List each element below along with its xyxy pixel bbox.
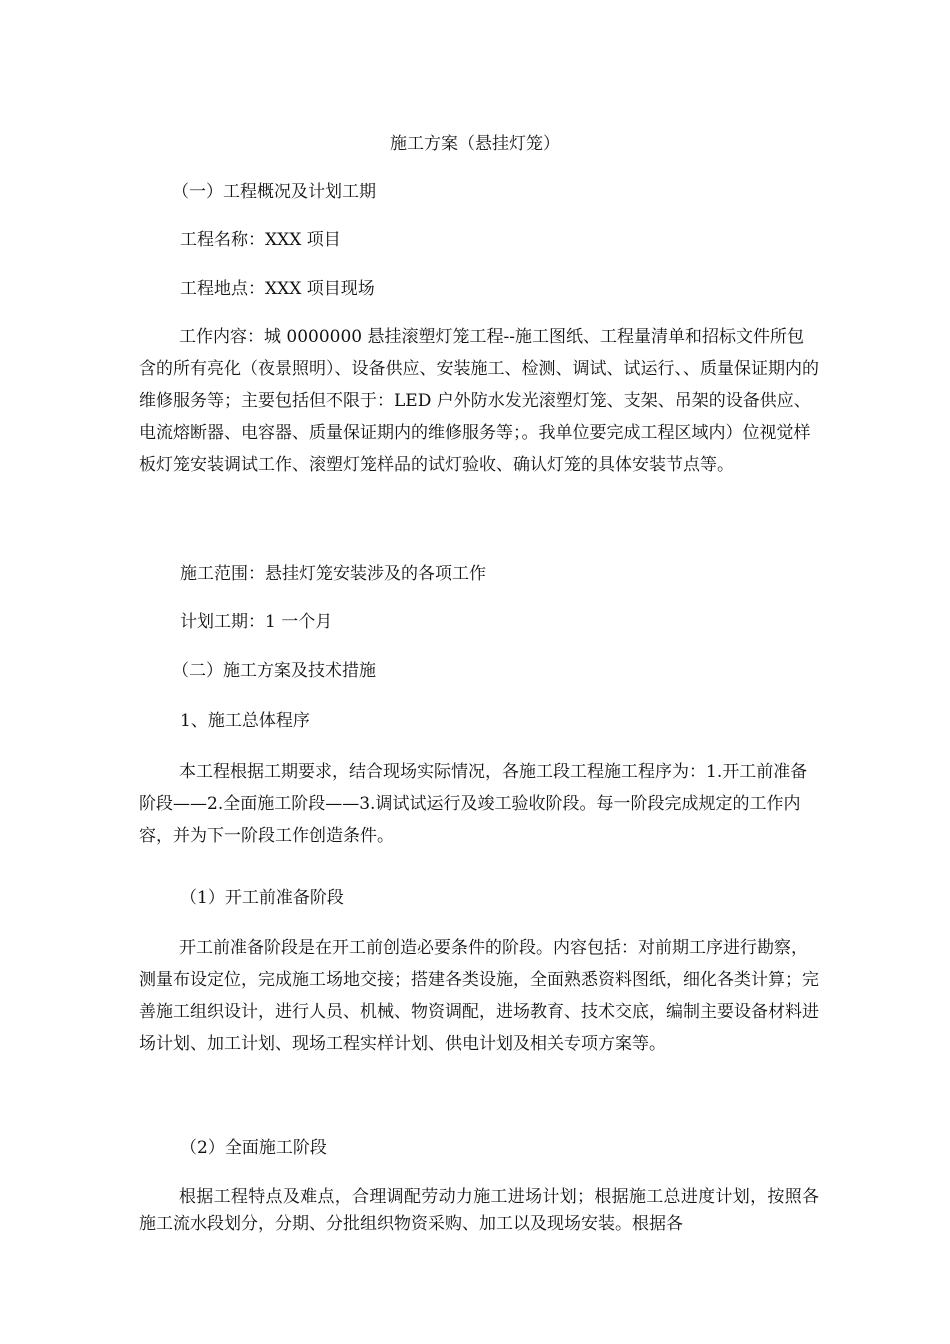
- project-name: 工程名称：XXX 项目: [180, 230, 341, 250]
- stage2-paragraph: 根据工程特点及难点，合理调配劳动力施工进场计划；根据施工总进度计划，按照各施工流水段划分，分期、分批组织物资采购、加工以及现场安装。根据各: [139, 1187, 819, 1234]
- procedure-paragraph: 本工程根据工期要求，结合现场实际情况，各施工段工程施工程序为：1.开工前准备阶段——2.全面施工阶段——3.调试试运行及竣工验收阶段。每一阶段完成规定的工作内容，并为下一阶段工作创造条件。: [139, 762, 808, 846]
- project-location: 工程地点：XXX 项目现场: [180, 279, 375, 299]
- subsection-heading-procedure: 1、施工总体程序: [180, 711, 310, 731]
- stage1-paragraph: 开工前准备阶段是在开工前创造必要条件的阶段。内容包括：对前期工序进行勘察，测量布设定位，完成施工场地交接；搭建各类设施，全面熟悉资料图纸，细化各类计算；完善施工组织设计，进行人员、机械、物资调配，进场教育、技术交底，编制主要设备材料进场计划、加工计划、现场工程实样计划、供电计划及相关专项方案等。: [139, 938, 819, 1054]
- section-heading-overview: （一）工程概况及计划工期: [172, 182, 376, 202]
- document-title: 施工方案（悬挂灯笼）: [390, 134, 560, 154]
- construction-scope: 施工范围：悬挂灯笼安装涉及的各项工作: [180, 564, 486, 584]
- section-heading-plan: （二）施工方案及技术措施: [172, 661, 376, 681]
- work-content-paragraph: 工作内容：城 0000000 悬挂滚塑灯笼工程--施工图纸、工程量清单和招标文件所包含的所有亮化（夜景照明）、设备供应、安装施工、检测、调试、试运行、、质量保证期内的维修服务等；主要包括但不限于：LED 户外防水发光滚塑灯笼、支架、吊架的设备供应、电流熔断器、电容器、质量保证期内的维修服务等；。我单位要完成工程区域内）位视觉样板灯笼安装调试工作、滚塑灯笼样品的试灯验收、确认灯笼的具体安装节点等。: [139, 327, 819, 475]
- planned-schedule: 计划工期：1 一个月: [180, 612, 333, 632]
- stage1-heading: （1）开工前准备阶段: [180, 888, 344, 908]
- stage2-heading: （2）全面施工阶段: [180, 1138, 327, 1158]
